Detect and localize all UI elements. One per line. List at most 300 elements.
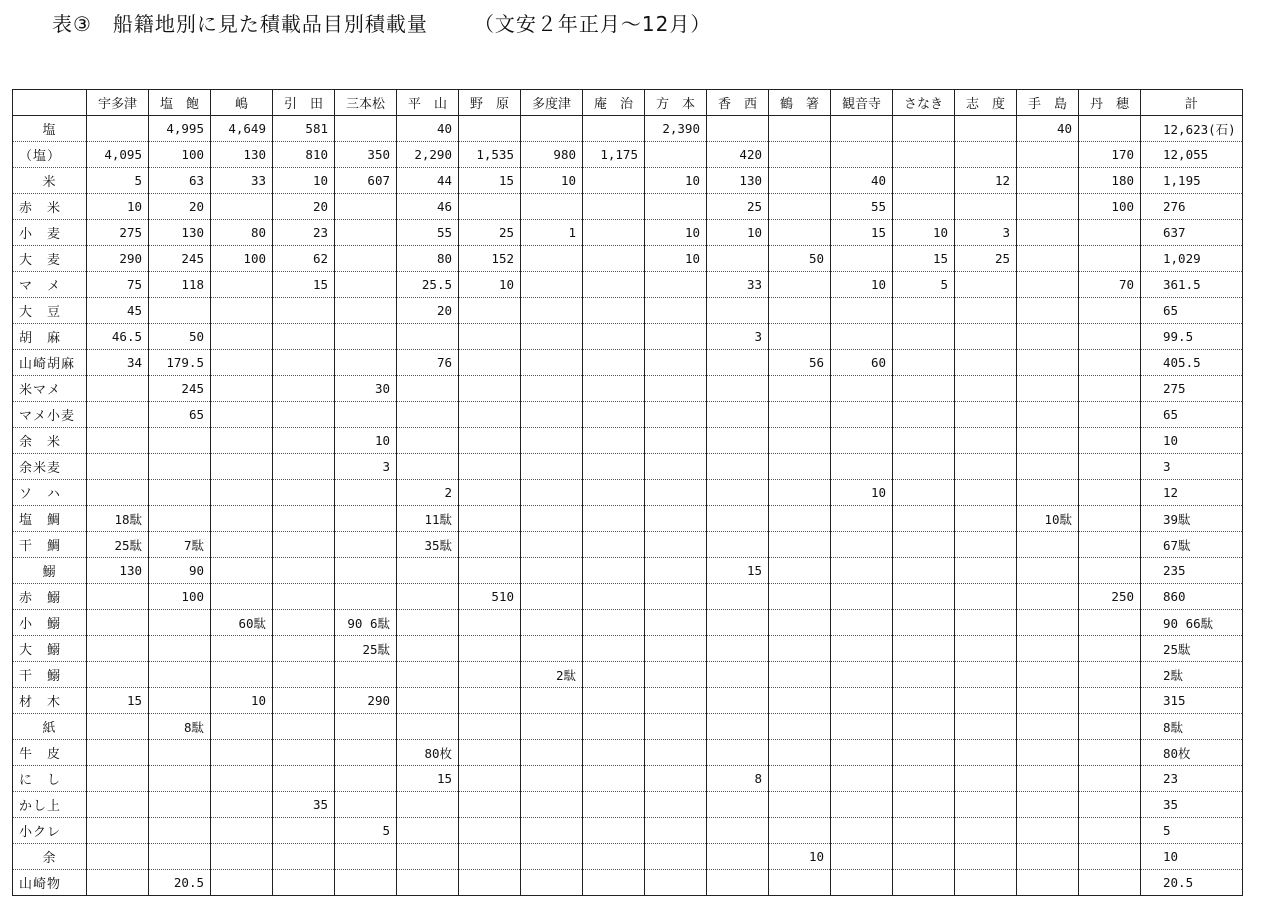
value-cell bbox=[273, 740, 335, 766]
value-cell bbox=[335, 766, 397, 792]
value-cell bbox=[459, 116, 521, 142]
value-cell: 60駄 bbox=[211, 610, 273, 636]
value-cell bbox=[831, 662, 893, 688]
value-cell bbox=[893, 402, 955, 428]
value-cell bbox=[583, 168, 645, 194]
value-cell bbox=[893, 532, 955, 558]
value-cell: 1 bbox=[521, 220, 583, 246]
value-cell bbox=[1017, 662, 1079, 688]
table-row bbox=[13, 142, 1243, 168]
value-cell bbox=[273, 402, 335, 428]
value-cell bbox=[87, 428, 149, 454]
value-cell bbox=[955, 272, 1017, 298]
value-cell bbox=[87, 636, 149, 662]
value-cell bbox=[893, 480, 955, 506]
value-cell bbox=[1079, 688, 1141, 714]
item-label: 鰯 bbox=[13, 558, 87, 584]
value-cell bbox=[831, 246, 893, 272]
total-cell: 12,623(石) bbox=[1141, 116, 1243, 142]
value-cell bbox=[521, 246, 583, 272]
item-label: 牛 皮 bbox=[13, 740, 87, 766]
value-cell bbox=[831, 532, 893, 558]
total-cell: 8駄 bbox=[1141, 714, 1243, 740]
value-cell: 35駄 bbox=[397, 532, 459, 558]
value-cell: 5 bbox=[87, 168, 149, 194]
value-cell bbox=[769, 870, 831, 896]
value-cell bbox=[769, 220, 831, 246]
value-cell bbox=[397, 636, 459, 662]
value-cell bbox=[707, 610, 769, 636]
value-cell bbox=[459, 298, 521, 324]
value-cell bbox=[521, 506, 583, 532]
value-cell bbox=[707, 584, 769, 610]
value-cell bbox=[645, 428, 707, 454]
table-row bbox=[13, 662, 1243, 688]
value-cell bbox=[831, 454, 893, 480]
value-cell bbox=[893, 818, 955, 844]
value-cell bbox=[211, 428, 273, 454]
item-label: 米 bbox=[13, 168, 87, 194]
value-cell bbox=[459, 350, 521, 376]
value-cell: 15 bbox=[893, 246, 955, 272]
value-cell bbox=[955, 844, 1017, 870]
value-cell bbox=[521, 740, 583, 766]
value-cell bbox=[955, 454, 1017, 480]
value-cell bbox=[459, 636, 521, 662]
total-cell: 10 bbox=[1141, 428, 1243, 454]
value-cell bbox=[893, 740, 955, 766]
value-cell bbox=[87, 662, 149, 688]
value-cell bbox=[893, 428, 955, 454]
table-title bbox=[52, 8, 711, 37]
value-cell bbox=[831, 506, 893, 532]
value-cell bbox=[769, 662, 831, 688]
value-cell bbox=[335, 272, 397, 298]
value-cell bbox=[335, 324, 397, 350]
header-row bbox=[13, 90, 1243, 116]
value-cell bbox=[769, 558, 831, 584]
value-cell: 2駄 bbox=[521, 662, 583, 688]
header-port: 三本松 bbox=[335, 90, 397, 116]
value-cell bbox=[955, 818, 1017, 844]
value-cell bbox=[645, 532, 707, 558]
item-label: 余 米 bbox=[13, 428, 87, 454]
value-cell bbox=[583, 740, 645, 766]
value-cell bbox=[521, 272, 583, 298]
table-row bbox=[13, 792, 1243, 818]
total-cell: 2駄 bbox=[1141, 662, 1243, 688]
value-cell bbox=[335, 714, 397, 740]
value-cell bbox=[211, 298, 273, 324]
value-cell bbox=[893, 194, 955, 220]
value-cell bbox=[893, 558, 955, 584]
value-cell bbox=[1017, 324, 1079, 350]
value-cell: 10 bbox=[831, 272, 893, 298]
value-cell bbox=[583, 376, 645, 402]
value-cell bbox=[1079, 454, 1141, 480]
value-cell: 10 bbox=[211, 688, 273, 714]
value-cell bbox=[459, 818, 521, 844]
value-cell bbox=[335, 844, 397, 870]
value-cell bbox=[831, 610, 893, 636]
table-row bbox=[13, 246, 1243, 272]
value-cell bbox=[273, 766, 335, 792]
value-cell bbox=[273, 324, 335, 350]
value-cell bbox=[273, 376, 335, 402]
value-cell bbox=[211, 662, 273, 688]
value-cell bbox=[1079, 792, 1141, 818]
header-item-column bbox=[13, 90, 87, 116]
total-cell: 20.5 bbox=[1141, 870, 1243, 896]
value-cell bbox=[149, 662, 211, 688]
value-cell bbox=[645, 350, 707, 376]
value-cell bbox=[1079, 662, 1141, 688]
value-cell bbox=[1017, 168, 1079, 194]
value-cell: 4,095 bbox=[87, 142, 149, 168]
value-cell bbox=[273, 350, 335, 376]
value-cell bbox=[397, 688, 459, 714]
value-cell bbox=[397, 610, 459, 636]
value-cell bbox=[149, 454, 211, 480]
item-label: 材 木 bbox=[13, 688, 87, 714]
value-cell: 20.5 bbox=[149, 870, 211, 896]
value-cell bbox=[583, 480, 645, 506]
value-cell bbox=[955, 532, 1017, 558]
value-cell bbox=[459, 506, 521, 532]
value-cell: 3 bbox=[335, 454, 397, 480]
total-cell: 637 bbox=[1141, 220, 1243, 246]
value-cell bbox=[335, 792, 397, 818]
value-cell bbox=[1017, 350, 1079, 376]
table-row bbox=[13, 558, 1243, 584]
header-port: 香 西 bbox=[707, 90, 769, 116]
total-cell: 99.5 bbox=[1141, 324, 1243, 350]
value-cell bbox=[273, 454, 335, 480]
value-cell bbox=[1079, 532, 1141, 558]
value-cell bbox=[521, 688, 583, 714]
value-cell bbox=[459, 194, 521, 220]
value-cell: 4,649 bbox=[211, 116, 273, 142]
header-port: さなき bbox=[893, 90, 955, 116]
value-cell bbox=[211, 636, 273, 662]
value-cell bbox=[397, 454, 459, 480]
value-cell: 20 bbox=[273, 194, 335, 220]
table-row bbox=[13, 194, 1243, 220]
value-cell: 1,175 bbox=[583, 142, 645, 168]
value-cell: 350 bbox=[335, 142, 397, 168]
value-cell bbox=[149, 818, 211, 844]
value-cell: 3 bbox=[707, 324, 769, 350]
value-cell bbox=[521, 402, 583, 428]
value-cell bbox=[583, 688, 645, 714]
table-row bbox=[13, 428, 1243, 454]
value-cell bbox=[273, 506, 335, 532]
value-cell: 40 bbox=[1017, 116, 1079, 142]
value-cell bbox=[769, 116, 831, 142]
value-cell bbox=[87, 766, 149, 792]
value-cell bbox=[955, 766, 1017, 792]
value-cell: 8 bbox=[707, 766, 769, 792]
value-cell: 65 bbox=[149, 402, 211, 428]
value-cell bbox=[521, 324, 583, 350]
value-cell: 130 bbox=[211, 142, 273, 168]
value-cell bbox=[955, 480, 1017, 506]
value-cell: 2 bbox=[397, 480, 459, 506]
value-cell bbox=[1017, 428, 1079, 454]
value-cell bbox=[521, 480, 583, 506]
value-cell: 130 bbox=[707, 168, 769, 194]
value-cell bbox=[211, 376, 273, 402]
table-row bbox=[13, 350, 1243, 376]
value-cell bbox=[1017, 636, 1079, 662]
item-label: かし上 bbox=[13, 792, 87, 818]
item-label: 干 鰯 bbox=[13, 662, 87, 688]
header-port: 塩 飽 bbox=[149, 90, 211, 116]
value-cell bbox=[459, 428, 521, 454]
value-cell bbox=[521, 870, 583, 896]
value-cell bbox=[1017, 792, 1079, 818]
value-cell bbox=[831, 402, 893, 428]
value-cell bbox=[893, 168, 955, 194]
value-cell: 607 bbox=[335, 168, 397, 194]
value-cell: 45 bbox=[87, 298, 149, 324]
value-cell bbox=[645, 298, 707, 324]
value-cell bbox=[1079, 324, 1141, 350]
value-cell: 12 bbox=[955, 168, 1017, 194]
value-cell bbox=[955, 714, 1017, 740]
value-cell bbox=[831, 792, 893, 818]
item-label: 紙 bbox=[13, 714, 87, 740]
total-cell: 235 bbox=[1141, 558, 1243, 584]
value-cell bbox=[521, 428, 583, 454]
value-cell bbox=[397, 428, 459, 454]
value-cell bbox=[273, 610, 335, 636]
item-label: 小クレ bbox=[13, 818, 87, 844]
value-cell bbox=[273, 428, 335, 454]
value-cell bbox=[645, 870, 707, 896]
value-cell bbox=[707, 246, 769, 272]
value-cell: 25 bbox=[955, 246, 1017, 272]
value-cell bbox=[335, 220, 397, 246]
value-cell: 10 bbox=[273, 168, 335, 194]
item-label: 余米麦 bbox=[13, 454, 87, 480]
value-cell: 1,535 bbox=[459, 142, 521, 168]
header-port: 志 度 bbox=[955, 90, 1017, 116]
value-cell bbox=[645, 480, 707, 506]
header-port: 多度津 bbox=[521, 90, 583, 116]
value-cell bbox=[769, 402, 831, 428]
value-cell: 80枚 bbox=[397, 740, 459, 766]
table-row bbox=[13, 610, 1243, 636]
value-cell bbox=[149, 506, 211, 532]
value-cell bbox=[335, 480, 397, 506]
value-cell bbox=[521, 766, 583, 792]
header-port: 庵 治 bbox=[583, 90, 645, 116]
value-cell bbox=[893, 324, 955, 350]
value-cell: 8駄 bbox=[149, 714, 211, 740]
value-cell bbox=[273, 480, 335, 506]
value-cell: 15 bbox=[87, 688, 149, 714]
total-cell: 361.5 bbox=[1141, 272, 1243, 298]
value-cell bbox=[335, 740, 397, 766]
value-cell bbox=[1079, 116, 1141, 142]
value-cell bbox=[831, 116, 893, 142]
value-cell bbox=[335, 350, 397, 376]
value-cell bbox=[645, 714, 707, 740]
value-cell bbox=[583, 506, 645, 532]
value-cell bbox=[459, 558, 521, 584]
value-cell: 10 bbox=[335, 428, 397, 454]
value-cell bbox=[87, 740, 149, 766]
value-cell bbox=[707, 116, 769, 142]
value-cell bbox=[831, 142, 893, 168]
value-cell bbox=[583, 844, 645, 870]
value-cell bbox=[521, 714, 583, 740]
value-cell: 179.5 bbox=[149, 350, 211, 376]
table-row bbox=[13, 376, 1243, 402]
value-cell: 100 bbox=[1079, 194, 1141, 220]
value-cell bbox=[335, 662, 397, 688]
value-cell bbox=[955, 298, 1017, 324]
value-cell bbox=[211, 402, 273, 428]
header-port: 平 山 bbox=[397, 90, 459, 116]
value-cell: 10 bbox=[645, 246, 707, 272]
value-cell: 46 bbox=[397, 194, 459, 220]
table-row bbox=[13, 480, 1243, 506]
value-cell bbox=[87, 818, 149, 844]
value-cell bbox=[273, 298, 335, 324]
value-cell bbox=[273, 818, 335, 844]
value-cell bbox=[583, 584, 645, 610]
value-cell: 3 bbox=[955, 220, 1017, 246]
value-cell bbox=[211, 558, 273, 584]
value-cell bbox=[645, 272, 707, 298]
value-cell bbox=[211, 766, 273, 792]
value-cell bbox=[211, 818, 273, 844]
value-cell bbox=[1017, 298, 1079, 324]
value-cell bbox=[1017, 480, 1079, 506]
value-cell: 420 bbox=[707, 142, 769, 168]
value-cell: 20 bbox=[149, 194, 211, 220]
value-cell: 10 bbox=[831, 480, 893, 506]
value-cell bbox=[397, 818, 459, 844]
item-label: 山崎物 bbox=[13, 870, 87, 896]
value-cell bbox=[769, 298, 831, 324]
value-cell bbox=[583, 298, 645, 324]
value-cell bbox=[769, 818, 831, 844]
value-cell bbox=[149, 298, 211, 324]
total-cell: 39駄 bbox=[1141, 506, 1243, 532]
value-cell bbox=[1017, 844, 1079, 870]
value-cell bbox=[955, 428, 1017, 454]
value-cell bbox=[397, 844, 459, 870]
value-cell bbox=[893, 636, 955, 662]
value-cell bbox=[707, 298, 769, 324]
value-cell bbox=[1017, 272, 1079, 298]
value-cell bbox=[1079, 714, 1141, 740]
item-label: 小 鰯 bbox=[13, 610, 87, 636]
value-cell: 80 bbox=[211, 220, 273, 246]
total-cell: 67駄 bbox=[1141, 532, 1243, 558]
total-cell: 3 bbox=[1141, 454, 1243, 480]
value-cell bbox=[583, 662, 645, 688]
value-cell bbox=[707, 428, 769, 454]
value-cell bbox=[335, 246, 397, 272]
value-cell bbox=[211, 532, 273, 558]
value-cell bbox=[1079, 870, 1141, 896]
table-row bbox=[13, 272, 1243, 298]
value-cell bbox=[335, 506, 397, 532]
value-cell bbox=[893, 714, 955, 740]
value-cell: 25 bbox=[707, 194, 769, 220]
value-cell bbox=[459, 454, 521, 480]
total-cell: 35 bbox=[1141, 792, 1243, 818]
value-cell bbox=[583, 246, 645, 272]
value-cell bbox=[87, 870, 149, 896]
value-cell bbox=[459, 870, 521, 896]
value-cell bbox=[831, 844, 893, 870]
value-cell bbox=[335, 116, 397, 142]
value-cell bbox=[335, 584, 397, 610]
value-cell bbox=[893, 584, 955, 610]
value-cell bbox=[273, 558, 335, 584]
header-total: 計 bbox=[1141, 90, 1243, 116]
total-cell: 12 bbox=[1141, 480, 1243, 506]
total-cell: 90 66駄 bbox=[1141, 610, 1243, 636]
total-cell: 405.5 bbox=[1141, 350, 1243, 376]
value-cell bbox=[211, 792, 273, 818]
value-cell: 76 bbox=[397, 350, 459, 376]
value-cell: 130 bbox=[149, 220, 211, 246]
value-cell bbox=[645, 610, 707, 636]
table-row bbox=[13, 844, 1243, 870]
value-cell bbox=[521, 818, 583, 844]
value-cell bbox=[1079, 558, 1141, 584]
value-cell bbox=[1079, 480, 1141, 506]
total-cell: 12,055 bbox=[1141, 142, 1243, 168]
value-cell bbox=[645, 194, 707, 220]
value-cell bbox=[955, 740, 1017, 766]
value-cell bbox=[645, 558, 707, 584]
value-cell: 35 bbox=[273, 792, 335, 818]
value-cell bbox=[831, 376, 893, 402]
value-cell bbox=[459, 532, 521, 558]
value-cell bbox=[149, 480, 211, 506]
table-row bbox=[13, 220, 1243, 246]
table-row bbox=[13, 740, 1243, 766]
value-cell bbox=[335, 194, 397, 220]
value-cell bbox=[397, 662, 459, 688]
title-main: 表③ 船籍地別に見た積載品目別積載量 bbox=[52, 12, 428, 36]
value-cell bbox=[583, 324, 645, 350]
value-cell bbox=[831, 740, 893, 766]
value-cell bbox=[893, 610, 955, 636]
value-cell bbox=[211, 480, 273, 506]
value-cell: 510 bbox=[459, 584, 521, 610]
value-cell bbox=[397, 324, 459, 350]
value-cell bbox=[1017, 532, 1079, 558]
value-cell bbox=[397, 792, 459, 818]
value-cell: 40 bbox=[397, 116, 459, 142]
table-row bbox=[13, 870, 1243, 896]
value-cell bbox=[893, 792, 955, 818]
value-cell bbox=[955, 662, 1017, 688]
value-cell bbox=[769, 506, 831, 532]
value-cell bbox=[397, 714, 459, 740]
value-cell bbox=[831, 870, 893, 896]
value-cell bbox=[583, 818, 645, 844]
value-cell bbox=[645, 454, 707, 480]
